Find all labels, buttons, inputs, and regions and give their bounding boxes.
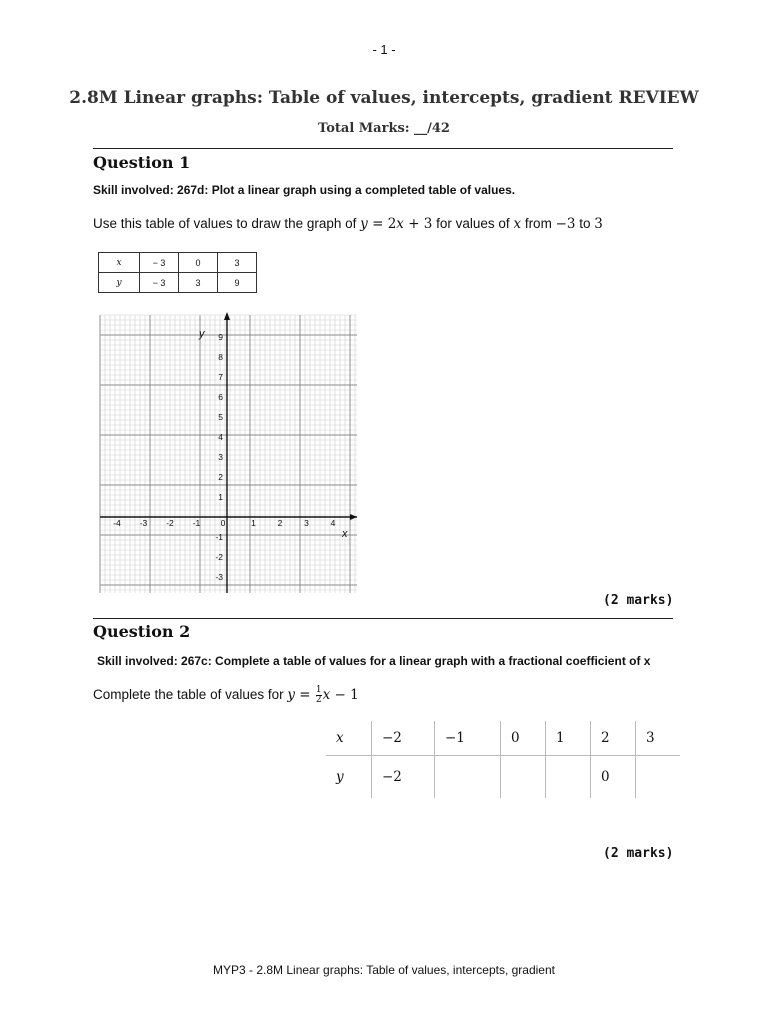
table-cell: 0 bbox=[179, 253, 218, 273]
table-cell: −1 bbox=[435, 721, 501, 756]
y-tick-label: -2 bbox=[215, 552, 223, 562]
table-row bbox=[99, 273, 257, 293]
table-header-cell: x bbox=[99, 253, 140, 273]
equation-rest: + 3 bbox=[403, 216, 433, 232]
table-cell: 3 bbox=[179, 273, 218, 293]
equation-eq: = 2 bbox=[367, 216, 397, 232]
table-cell: − 3 bbox=[140, 273, 179, 293]
question1-heading: Question 1 bbox=[93, 153, 191, 172]
document-title: 2.8M Linear graphs: Table of values, intercepts, gradient REVIEW bbox=[69, 88, 699, 108]
y-axis-label: y bbox=[199, 328, 205, 340]
table-input-cell[interactable] bbox=[501, 756, 546, 799]
divider-q2 bbox=[93, 618, 673, 619]
question1-instruction bbox=[93, 216, 603, 232]
equation-eq: = bbox=[295, 687, 315, 704]
instruction-to: to bbox=[575, 216, 595, 231]
table-cell: 9 bbox=[218, 273, 257, 293]
table-cell: −2 bbox=[372, 721, 435, 756]
equation-x: x bbox=[396, 216, 404, 232]
instruction-prefix: Complete the table of values for bbox=[93, 687, 288, 703]
table-cell: 1 bbox=[546, 721, 591, 756]
question1-table bbox=[98, 252, 257, 293]
divider-q1 bbox=[93, 148, 673, 149]
y-tick-label: 5 bbox=[218, 412, 223, 422]
x-tick-label: 1 bbox=[251, 518, 256, 528]
table-row bbox=[326, 721, 680, 756]
table-cell: 2 bbox=[591, 721, 636, 756]
question2-marks: (2 marks) bbox=[603, 846, 674, 861]
table-cell: 0 bbox=[591, 756, 636, 799]
table-input-cell[interactable] bbox=[636, 756, 681, 799]
x-tick-label: 4 bbox=[330, 518, 336, 528]
equation-rest: − 1 bbox=[330, 687, 359, 704]
table-cell: 3 bbox=[218, 253, 257, 273]
table-cell: − 3 bbox=[140, 253, 179, 273]
x-tick-label: -1 bbox=[192, 518, 201, 528]
y-tick-label: 1 bbox=[218, 492, 223, 502]
x-tick-label: -4 bbox=[113, 518, 121, 528]
instruction-from: from bbox=[521, 216, 556, 231]
question2-heading: Question 2 bbox=[93, 622, 191, 641]
total-marks: Total Marks: __/42 bbox=[318, 121, 450, 136]
page-number: - 1 - bbox=[372, 42, 396, 57]
table-row bbox=[326, 756, 680, 799]
question1-marks: (2 marks) bbox=[603, 593, 674, 608]
question2-skill: Skill involved: 267c: Complete a table of values for a linear graph with a fractional coefficient of x bbox=[97, 654, 651, 668]
question1-skill: Skill involved: 267d: Plot a linear graph using a completed table of values. bbox=[93, 183, 516, 197]
fraction-numerator: 1 bbox=[315, 685, 322, 695]
instruction-end: 3 bbox=[594, 216, 603, 232]
page-footer: MYP3 - 2.8M Linear graphs: Table of values, intercepts, gradient bbox=[213, 963, 555, 977]
equation-fraction bbox=[316, 686, 322, 705]
y-tick-label: 9 bbox=[218, 332, 223, 342]
equation-y: y bbox=[360, 216, 368, 232]
x-tick-label: 2 bbox=[277, 518, 283, 528]
y-tick-label: 4 bbox=[218, 432, 223, 442]
instruction-var: x bbox=[513, 216, 522, 232]
table-cell: 3 bbox=[646, 730, 655, 746]
x-tick-label: -3 bbox=[139, 518, 148, 528]
y-tick-label: 2 bbox=[218, 472, 223, 482]
x-tick-label: 3 bbox=[304, 518, 309, 528]
question2-instruction bbox=[93, 686, 359, 705]
x-axis-label: x bbox=[342, 528, 348, 540]
question2-table bbox=[326, 721, 680, 798]
y-tick-label: 7 bbox=[218, 372, 223, 382]
table-cell: −2 bbox=[372, 756, 435, 799]
instruction-prefix: Use this table of values to draw the graph of bbox=[93, 216, 361, 231]
table-input-cell[interactable] bbox=[435, 756, 501, 799]
y-tick-label: 3 bbox=[218, 452, 223, 462]
equation-y: y bbox=[287, 687, 295, 704]
equation-x: x bbox=[322, 687, 331, 704]
table-header-cell: y bbox=[326, 756, 372, 799]
instruction-start: −3 bbox=[555, 216, 576, 232]
table-cell: 0 bbox=[501, 721, 546, 756]
y-tick-label: -1 bbox=[215, 532, 223, 542]
x-tick-label: 0 bbox=[220, 518, 226, 528]
blank-graph-grid[interactable] bbox=[95, 310, 360, 595]
table-row bbox=[99, 253, 257, 273]
table-header-cell: y bbox=[99, 273, 140, 293]
instruction-middle: for values of bbox=[432, 216, 514, 231]
y-tick-label: 6 bbox=[218, 392, 223, 402]
y-tick-label: -3 bbox=[215, 572, 223, 582]
table-header-cell: x bbox=[326, 721, 372, 756]
y-tick-label: 8 bbox=[218, 352, 223, 362]
x-tick-label: -2 bbox=[166, 518, 174, 528]
table-input-cell[interactable] bbox=[546, 756, 591, 799]
fraction-denominator: 2 bbox=[315, 695, 322, 705]
